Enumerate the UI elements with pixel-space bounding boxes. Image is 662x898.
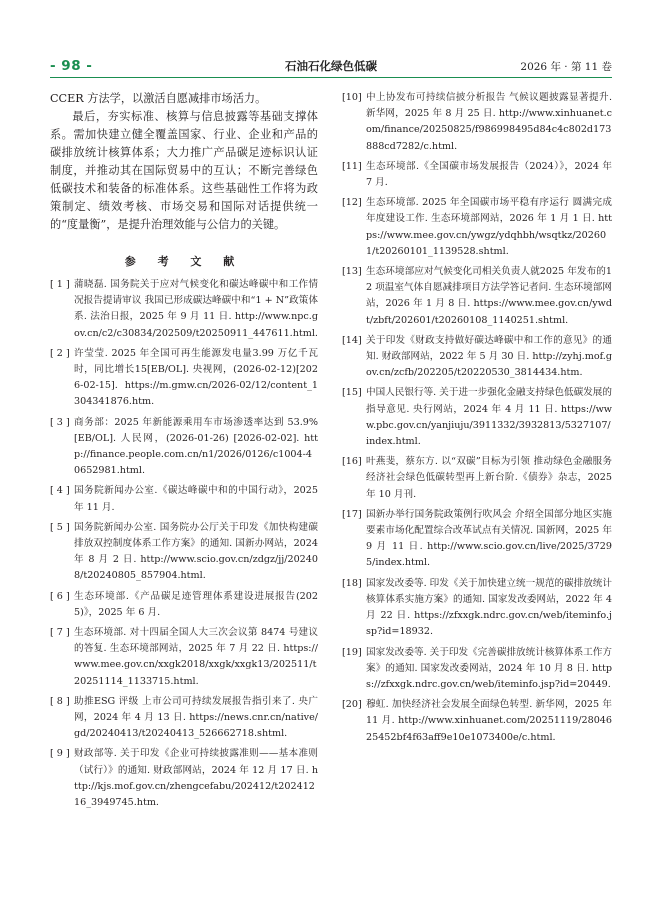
reference-number: [ 4 ] (50, 485, 70, 497)
reference-text: 国务院新闻办公室.《碳达峰碳中和的中国行动》，2025 年 11 月. (74, 485, 318, 513)
reference-number: [ 6 ] (50, 590, 70, 602)
reference-number: [12] (342, 197, 362, 209)
reference-item (342, 507, 612, 572)
reference-text: 国新办举行国务院政策例行吹风会 介绍全国部分地区实施要素市场化配置综合改革试点有关情况. 国新网，2025 年 9 月 11 日. http://www.scio.gov.cn/live/2025/37295/index.html. (366, 508, 612, 569)
body-paragraph: CCER 方法学，以激活自愿减排市场活力。 (50, 92, 267, 105)
reference-item (342, 385, 612, 450)
reference-number: [ 5 ] (50, 521, 70, 533)
issue-info: 2026 年 · 第 11 卷 (520, 61, 612, 73)
left-column (50, 90, 318, 815)
journal-title: 石油石化绿色低碳 (285, 59, 377, 73)
body-paragraph: 最后，夯实标准、核算与信息披露等基础支撑体系。需加快建立健全覆盖国家、行业、企业和产品的碳排放统计核算体系；大力推广产品碳足迹标识认证制度，并推动其在国际贸易中的互认；不断完善绿色低碳技术和装备的标准体系。这些基础性工作将为政策制定、绩效考核、市场交易和国际对话提供统一的“度量衡”，是提升治理效能与公信力的关键。 (50, 110, 318, 231)
reference-item (50, 694, 318, 743)
reference-text: 国家发改委等. 关于印发《完善碳排放统计核算体系工作方案》的通知. 国家发改委网站，2024 年 10 月 8 日. https://zfxxgk.ndrc.gov.cn/web/iteminfo.jsp?id=20449. (366, 646, 612, 690)
page-header (0, 0, 662, 80)
reference-text: 中上协发布可持续信披分析报告 气候议题披露显著提升. 新华网，2025 年 8 月 25 日. http://www.xinhuanet.com/finance/20250825/f986998495d84c4c802d173888cd7282/c.html. (366, 92, 612, 152)
reference-item (50, 625, 318, 690)
reference-text: 穆虹. 加快经济社会发展全面绿色转型. 新华网，2025 年 11 月. http://www.xinhuanet.com/20251119/2804625452bf4f63aff9e10e1073400e/c.html. (366, 699, 612, 743)
reference-text: 生态环境部.《全国碳市场发展报告（2024）》，2024 年 7 月. (366, 160, 612, 189)
reference-number: [ 2 ] (50, 347, 70, 359)
reference-list-right (342, 90, 612, 746)
reference-number: [ 9 ] (50, 748, 70, 760)
reference-text: 生态环境部应对气候变化司相关负责人就2025 年发布的12 项温室气体自愿减排项目方法学答记者问. 生态环境部网站，2026 年 1 月 8 日. https://www.mee.gov.cn/ywdt/zbft/202601/t20260108_1140251.shtml. (366, 266, 612, 326)
reference-number: [13] (342, 266, 362, 278)
reference-number: [10] (342, 92, 362, 103)
reference-text: 财政部等. 关于印发《企业可持续披露准则——基本准则（试行）》的通知. 财政部网站，2024 年 12 月 17 日. http://kjs.mof.gov.cn/zhengcefabu/202412/t20241216_3949745.htm. (74, 748, 318, 809)
reference-item (50, 483, 318, 515)
reference-item (342, 195, 612, 260)
reference-text: 商务部：2025 年新能源乘用车市场渗透率达到 53.9%[EB/OL]. 人民网，(2026-01-26) [2026-02-02]. http://finance.people.com.cn/n1/2026/0126/c1004-40652981.html. (74, 416, 318, 477)
reference-text: 助推ESG 评级 上市公司可持续发展报告指引来了. 央广网，2024 年 4 月 13 日. https://news.cnr.cn/native/gd/20240413/t20240413_526662718.shtml. (74, 695, 318, 740)
reference-text: 国家发改委等. 印发《关于加快建立统一规范的碳排放统计核算体系实施方案》的通知. 国家发改委网站，2022 年 4 月 22 日. https://zfxxgk.ndrc.gov.cn/web/iteminfo.jsp?id=18932. (366, 577, 612, 638)
page-number: - 98 - (50, 58, 93, 74)
reference-item (342, 159, 612, 191)
reference-number: [ 1 ] (50, 279, 70, 290)
reference-text: 叶燕斐，蔡东方. 以“双碳”目标为引领 推动绿色金融服务经济社会绿色低碳转型再上新台阶.《债券》杂志，2025 年 10 月刊. (366, 456, 612, 500)
reference-item (50, 346, 318, 411)
reference-item (50, 589, 318, 621)
reference-list-left (50, 277, 318, 811)
reference-text: 生态环境部. 对十四届全国人大三次会议第 8474 号建议的答复. 生态环境部网站，2025 年 7 月 22 日. https://www.mee.gov.cn/xxgk2018/xxgk/xxgk13/202511/t20251114_1133715.html. (74, 627, 318, 687)
reference-number: [16] (342, 456, 362, 468)
reference-item (50, 277, 318, 342)
reference-text: 生态环境部.《产品碳足迹管理体系建设进展报告(2025)》，2025 年 6 月. (74, 590, 318, 618)
reference-number: [20] (342, 699, 362, 711)
reference-number: [17] (342, 508, 362, 520)
reference-item (342, 454, 612, 503)
reference-number: [ 8 ] (50, 695, 70, 707)
reference-number: [18] (342, 577, 362, 589)
reference-text: 许莹莹. 2025 年全国可再生能源发电量3.99 万亿千瓦时，同比增长15[EB/OL]. 央视网，(2026-02-12)[2026-02-15]. https://m.gmw.cn/2026-02/12/content_1304341876.htm. (74, 347, 318, 408)
reference-text: 中国人民银行等. 关于进一步强化金融支持绿色低碳发展的指导意见. 央行网站，2024 年 4 月 11 日. https://www.pbc.gov.cn/yanjiuju/3911332/3932813/5327107/index.html. (366, 387, 612, 448)
reference-number: [15] (342, 387, 362, 399)
reference-item (342, 576, 612, 641)
header-rule (50, 77, 612, 78)
reference-item (50, 520, 318, 585)
reference-text: 关于印发《财政支持做好碳达峰碳中和工作的意见》的通知. 财政部网站，2022 年 5 月 30 日. http://zyhj.mof.gov.cn/zcfb/202205/t20220530_3814434.htm. (366, 334, 612, 379)
reference-item (50, 746, 318, 811)
reference-number: [ 7 ] (50, 627, 70, 639)
reference-item (342, 264, 612, 329)
reference-text: 生态环境部. 2025 年全国碳市场平稳有序运行 圆满完成年度建设工作. 生态环境部网站，2026 年 1 月 1 日. https://www.mee.gov.cn/ywgz/ydqhbh/wsqtkz/202601/t20260101_1139528.shtml. (366, 197, 612, 257)
references-heading: 参 考 文 献 (124, 255, 244, 268)
reference-number: [11] (342, 160, 362, 172)
reference-number: [19] (342, 646, 362, 658)
reference-item (50, 415, 318, 480)
reference-item (342, 645, 612, 694)
reference-item (342, 90, 612, 155)
reference-text: 国务院新闻办公室. 国务院办公厅关于印发《加快构建碳排放双控制度体系工作方案》的通知. 国新办网站，2024 年 8 月 2 日. http://www.scio.gov.cn/zdgz/jj/202408/t20240805_857904.html. (74, 521, 318, 582)
reference-number: [14] (342, 334, 362, 346)
reference-number: [ 3 ] (50, 416, 70, 428)
reference-item (342, 333, 612, 382)
right-column (342, 90, 612, 750)
reference-item (342, 697, 612, 746)
reference-text: 蒲晓磊. 国务院关于应对气候变化和碳达峰碳中和工作情况报告提请审议 我国已形成碳达峰碳中和“1 + N”政策体系. 法治日报，2025 年 9 月 11 日. http://www.npc.gov.cn/c2/c30834/202509/t20250911_447611.html. (74, 279, 318, 339)
